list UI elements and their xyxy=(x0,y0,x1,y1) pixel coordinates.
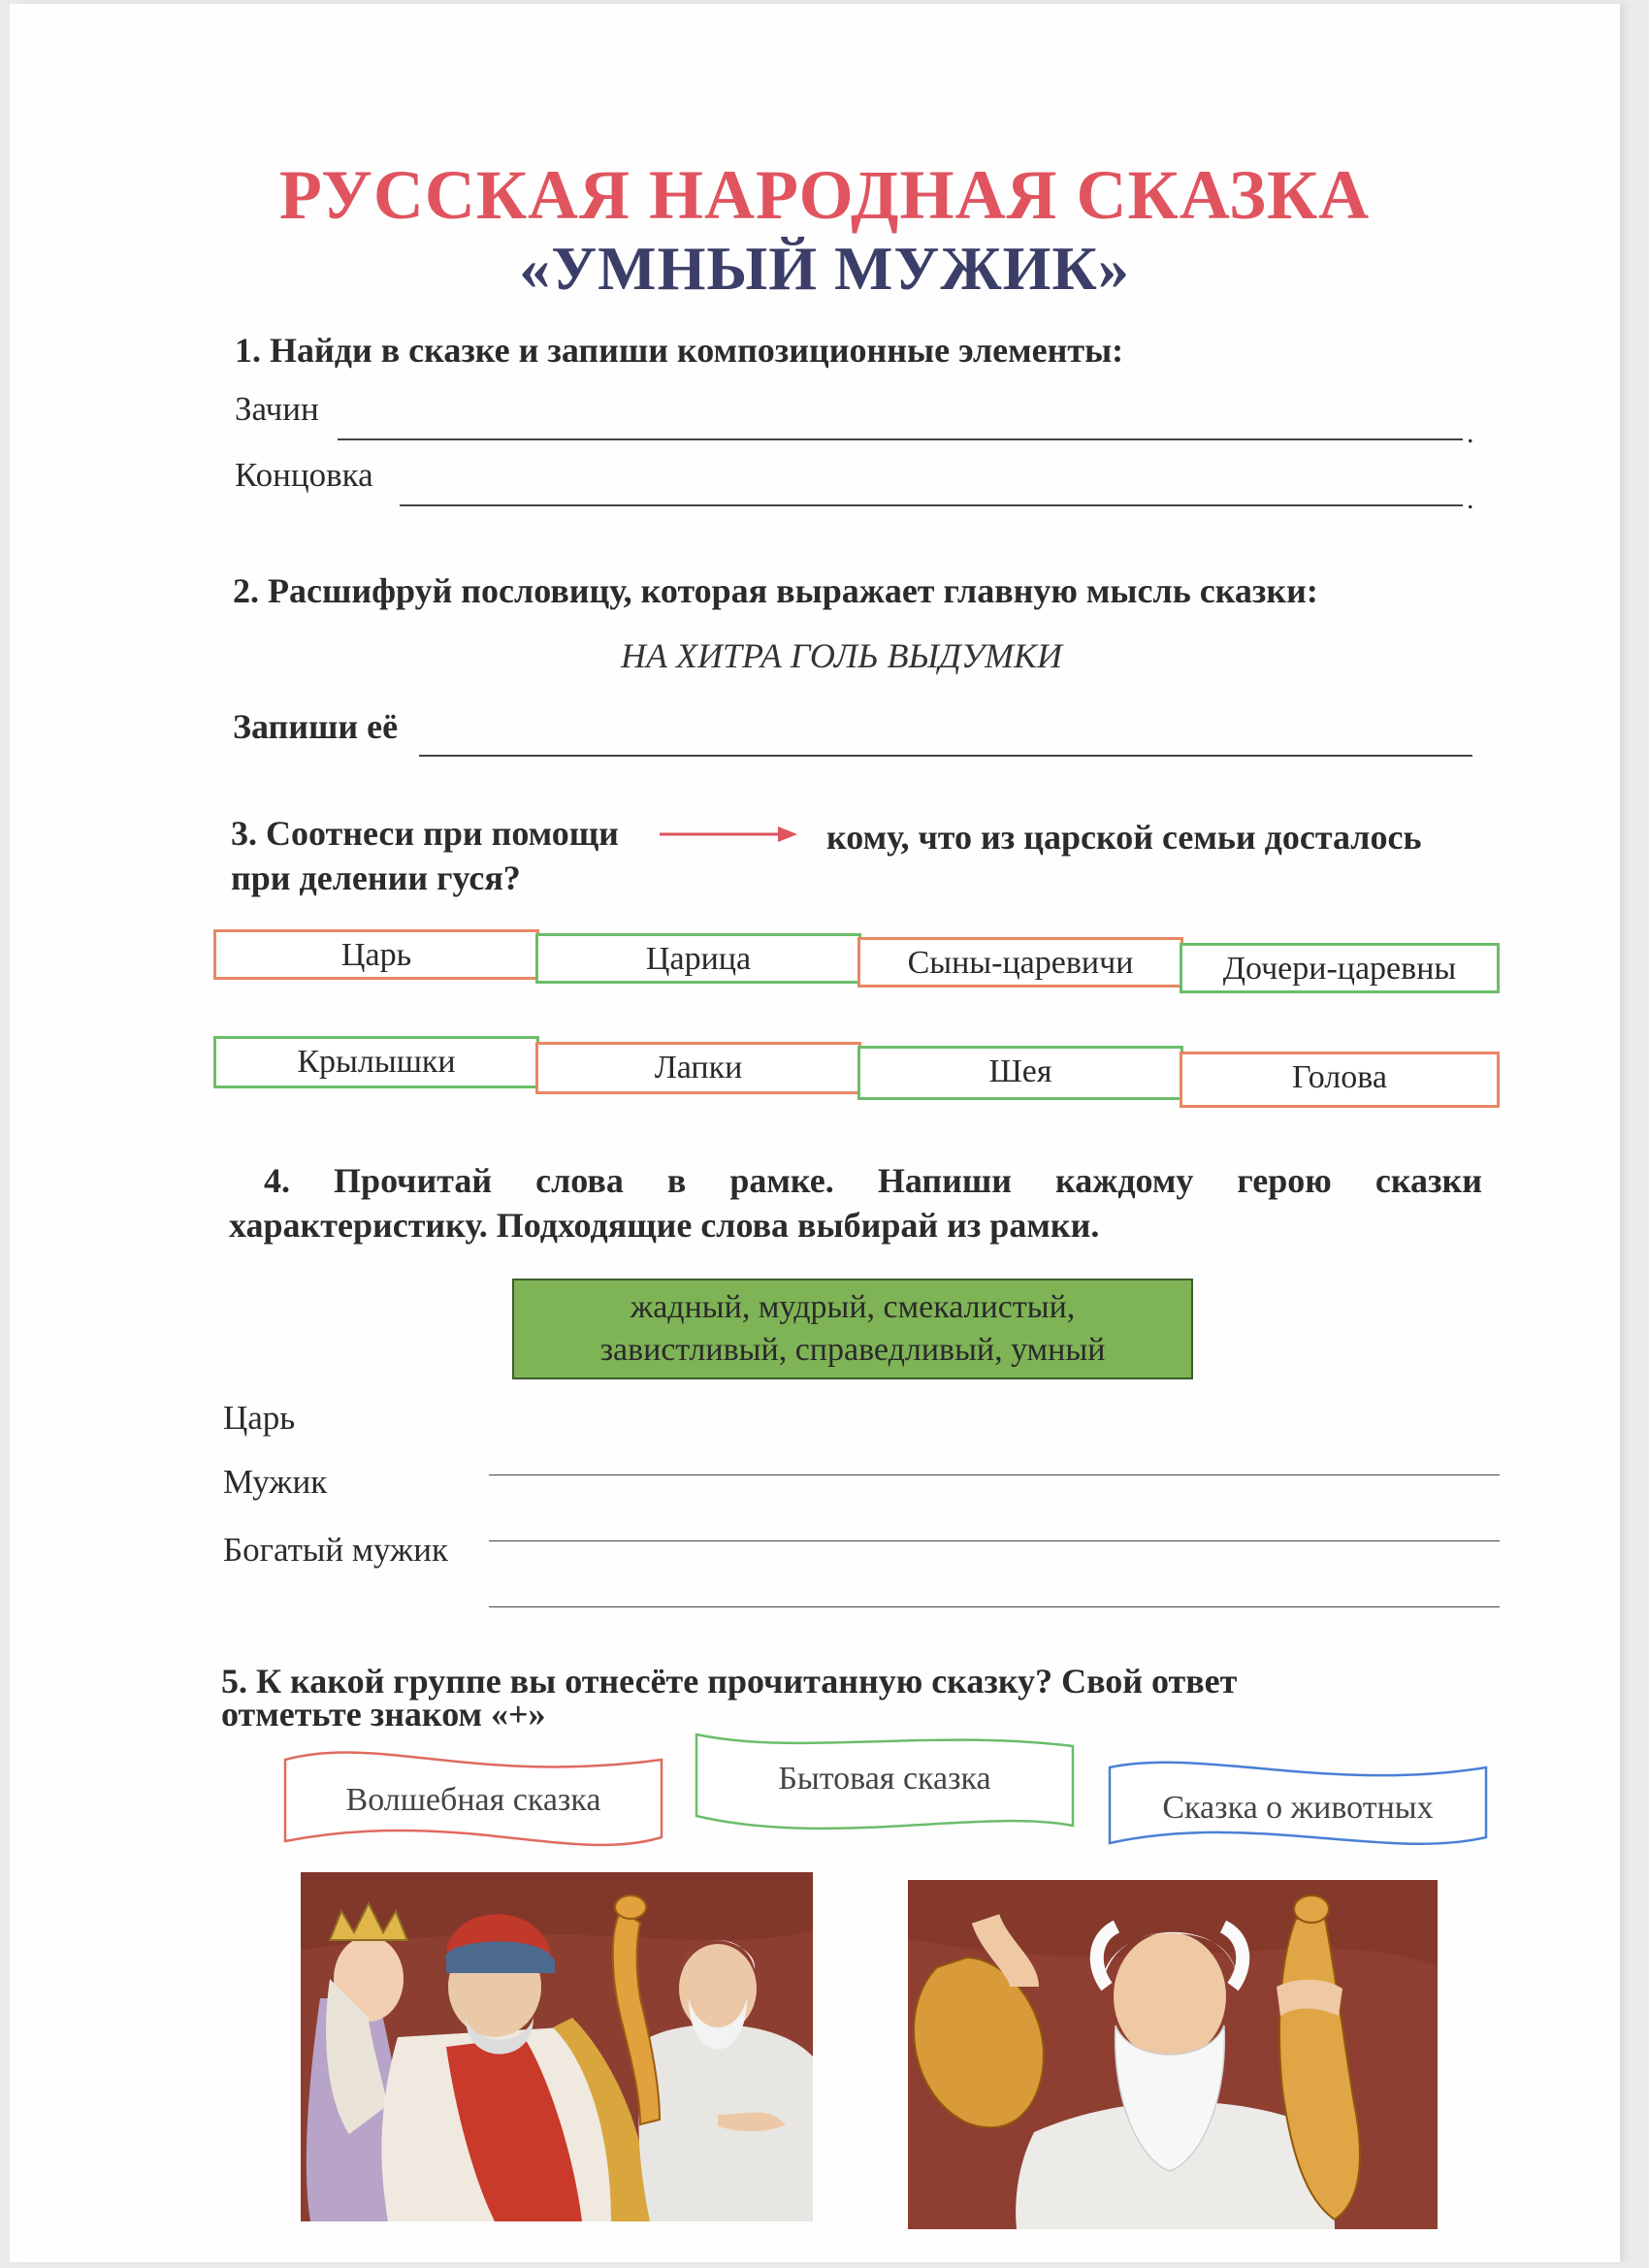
period-mark: . xyxy=(1467,483,1474,515)
option-banner-animals[interactable] xyxy=(1106,1754,1490,1863)
option-label-magic: Волшебная сказка xyxy=(345,1782,601,1818)
option-banner-magic[interactable] xyxy=(281,1742,665,1859)
task5-prompt-line2: отметьте знаком «+» xyxy=(221,1695,546,1733)
person-box-tsaritsa[interactable]: Царица xyxy=(535,933,861,984)
task3-prompt-part1: 3. Соотнеси при помощи xyxy=(231,814,619,853)
hero-answer-line-muzhik[interactable] xyxy=(489,1540,1500,1541)
word-bank-box xyxy=(512,1279,1193,1379)
person-box-sons[interactable]: Сыны-царевичи xyxy=(857,937,1183,988)
task2-prompt: 2. Расшифруй пословицу, которая выражает главную мысль сказки: xyxy=(233,571,1318,610)
title-line-1: РУССКАЯ НАРОДНАЯ СКАЗКА xyxy=(278,156,1371,234)
part-box-head[interactable]: Голова xyxy=(1180,1052,1500,1108)
royal-family-illustration xyxy=(301,1872,813,2221)
option-label-animals: Сказка о животных xyxy=(1162,1790,1434,1826)
kontsovka-answer-line[interactable] xyxy=(400,504,1463,506)
part-box-legs[interactable]: Лапки xyxy=(535,1042,861,1094)
option-label-everyday: Бытовая сказка xyxy=(778,1761,991,1797)
zachin-answer-line[interactable] xyxy=(338,438,1463,440)
task5-prompt-line1: 5. К какой группе вы отнесёте прочитанную сказку? Свой ответ xyxy=(221,1662,1238,1701)
task1-field1-label: Зачин xyxy=(235,390,319,428)
task1-prompt: 1. Найди в сказке и запиши композиционные элементы: xyxy=(235,331,1124,370)
proverb-cipher: НА ХИТРА ГОЛЬ ВЫДУМКИ xyxy=(621,636,1062,675)
task4-prompt-line2: характеристику. Подходящие слова выбирай из рамки. xyxy=(229,1206,1100,1245)
part-box-wings[interactable]: Крылышки xyxy=(213,1036,539,1088)
task4-prompt-line1: 4. Прочитай слова в рамке. Напиши каждому герою сказки xyxy=(264,1161,1482,1200)
part-box-neck[interactable]: Шея xyxy=(857,1046,1183,1100)
hero-label-rich-muzhik: Богатый мужик xyxy=(223,1531,448,1569)
person-box-tsar[interactable]: Царь xyxy=(213,929,539,980)
title-line-2: «УМНЫЙ МУЖИК» xyxy=(519,234,1130,303)
hero-label-tsar: Царь xyxy=(223,1399,296,1437)
hero-answer-line-rich-muzhik[interactable] xyxy=(489,1606,1500,1607)
peasant-with-goose-illustration xyxy=(908,1880,1438,2229)
arrow-icon xyxy=(658,823,799,846)
person-box-daughters[interactable]: Дочери-царевны xyxy=(1180,943,1500,993)
task2-answer-label: Запиши её xyxy=(233,707,399,746)
period-mark: . xyxy=(1467,417,1474,449)
word-bank-line-2: завистливый, справедливый, умный xyxy=(599,1332,1106,1368)
hero-answer-line-tsar[interactable] xyxy=(489,1474,1500,1475)
task3-prompt-line2: при делении гуся? xyxy=(231,859,521,897)
task3-prompt-part2: кому, что из царской семьи досталось xyxy=(826,818,1422,857)
hero-label-muzhik: Мужик xyxy=(223,1463,328,1501)
task1-field2-label: Концовка xyxy=(235,456,373,494)
word-bank-line-1: жадный, мудрый, смекалистый, xyxy=(630,1289,1076,1325)
proverb-answer-line[interactable] xyxy=(419,755,1472,757)
option-banner-everyday[interactable] xyxy=(693,1729,1077,1845)
